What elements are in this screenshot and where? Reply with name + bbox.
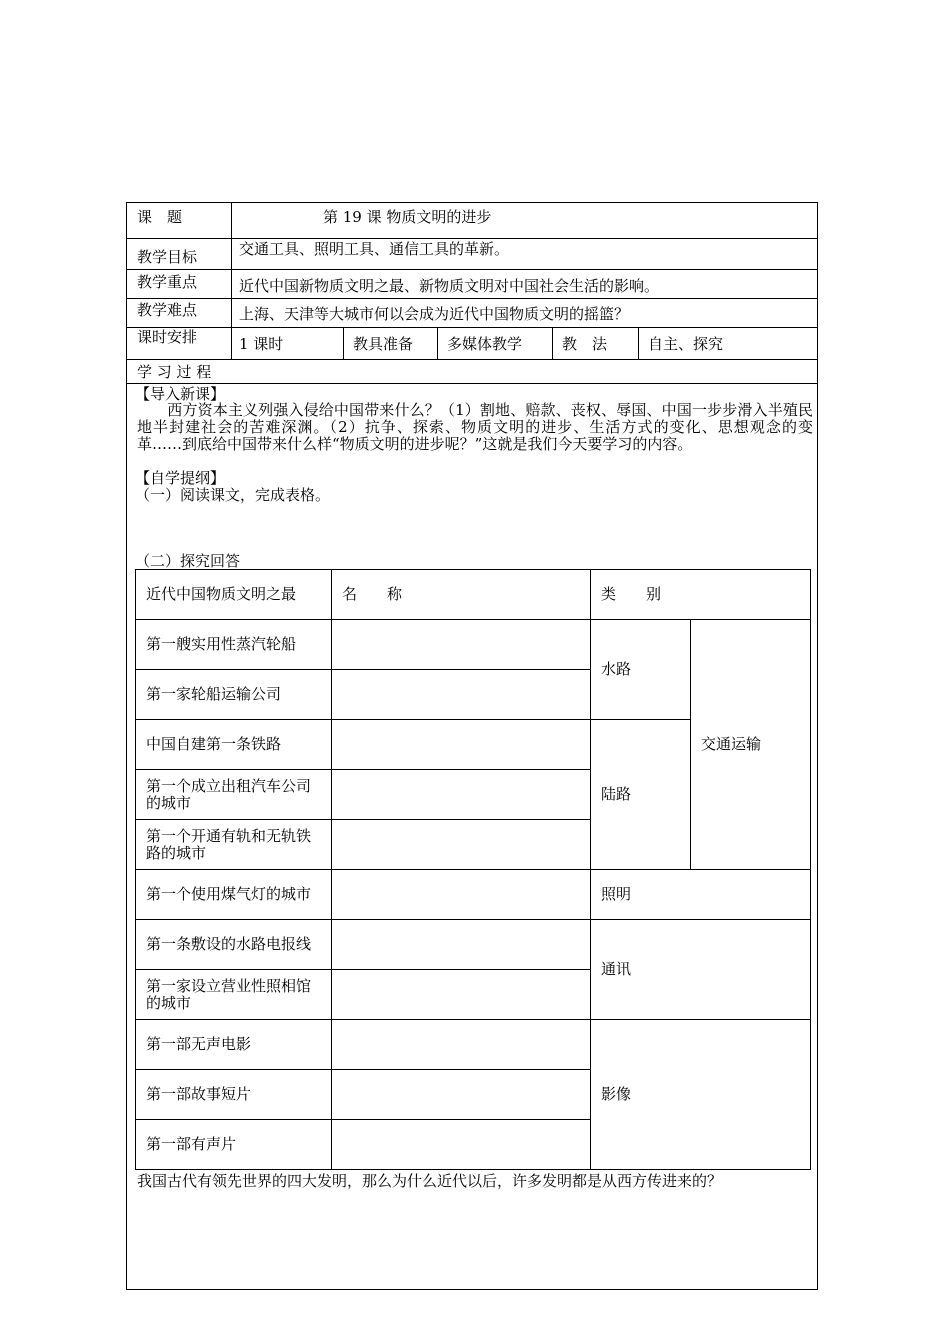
category-communication: 通讯 <box>591 920 811 1020</box>
table-row-label: 第一家设立营业性照相馆的城市 <box>136 970 332 1020</box>
process-title: 学 习 过 程 <box>137 363 212 381</box>
lesson-plan-frame <box>126 202 818 1290</box>
tools-value: 多媒体教学 <box>447 335 523 353</box>
lesson-title: 第 19 课 物质文明的进步 <box>323 208 492 226</box>
name-cell[interactable] <box>332 820 591 870</box>
intro-heading: 【导入新课】 <box>135 385 226 403</box>
goal-label: 教学目标 <box>137 248 198 266</box>
table-header-name: 名 称 <box>332 570 591 620</box>
hours-label: 课时安排 <box>137 328 198 346</box>
achievements-table <box>135 569 811 1170</box>
focus-value: 近代中国新物质文明之最、新物质文明对中国社会生活的影响。 <box>239 277 660 295</box>
name-cell[interactable] <box>332 670 591 720</box>
difficulty-value: 上海、天津等大城市何以会成为近代中国物质文明的摇篮？ <box>239 305 630 323</box>
name-cell[interactable] <box>332 970 591 1020</box>
focus-label: 教学重点 <box>137 273 198 291</box>
table-header-achievement: 近代中国物质文明之最 <box>136 570 332 620</box>
table-row-label: 第一部无声电影 <box>136 1020 332 1070</box>
section-two: （二）探究回答 <box>135 552 241 570</box>
table-header-category: 类 别 <box>591 570 811 620</box>
name-cell[interactable] <box>332 1070 591 1120</box>
name-cell[interactable] <box>332 720 591 770</box>
category-transport: 交通运输 <box>691 620 811 870</box>
category-image: 影像 <box>591 1020 811 1170</box>
topic-label: 课 题 <box>137 208 183 226</box>
table-row-label: 第一条敷设的水路电报线 <box>136 920 332 970</box>
name-cell[interactable] <box>332 920 591 970</box>
category-water: 水路 <box>591 620 691 720</box>
section-one: （一）阅读课文，完成表格。 <box>135 486 331 504</box>
table-row-label: 第一个成立出租汽车公司的城市 <box>136 770 332 820</box>
tools-label: 教具准备 <box>353 335 414 353</box>
difficulty-label: 教学难点 <box>137 301 198 319</box>
table-row-label: 中国自建第一条铁路 <box>136 720 332 770</box>
closing-question: 我国古代有领先世界的四大发明，那么为什么近代以后，许多发明都是从西方传进来的？ <box>137 1172 723 1190</box>
outline-heading: 【自学提纲】 <box>135 469 226 487</box>
name-cell[interactable] <box>332 1020 591 1070</box>
table-row-label: 第一部有声片 <box>136 1120 332 1170</box>
method-label: 教 法 <box>562 335 608 353</box>
table-row-label: 第一家轮船运输公司 <box>136 670 332 720</box>
intro-paragraph: 西方资本主义列强入侵给中国带来什么？（1）割地、赔款、丧权、辱国、中国一步步滑入半殖民地半封建社会的苦难深渊。（2）抗争、探索、物质文明的进步、生活方式的变化、思想观念的变革……到底给中国带来什么样“物质文明的进步呢？”这就是我们今天要学习的内容。 <box>137 401 813 453</box>
category-lighting: 照明 <box>591 870 811 920</box>
method-value: 自主、探究 <box>648 335 724 353</box>
table-row-label: 第一个开通有轨和无轨铁路的城市 <box>136 820 332 870</box>
table-row-label: 第一艘实用性蒸汽轮船 <box>136 620 332 670</box>
goal-value: 交通工具、照明工具、通信工具的革新。 <box>239 240 510 258</box>
name-cell[interactable] <box>332 1120 591 1170</box>
name-cell[interactable] <box>332 620 591 670</box>
hours-value: 1 课时 <box>239 335 284 353</box>
category-land: 陆路 <box>591 720 691 870</box>
table-row-label: 第一部故事短片 <box>136 1070 332 1120</box>
table-row-label: 第一个使用煤气灯的城市 <box>136 870 332 920</box>
name-cell[interactable] <box>332 870 591 920</box>
name-cell[interactable] <box>332 770 591 820</box>
